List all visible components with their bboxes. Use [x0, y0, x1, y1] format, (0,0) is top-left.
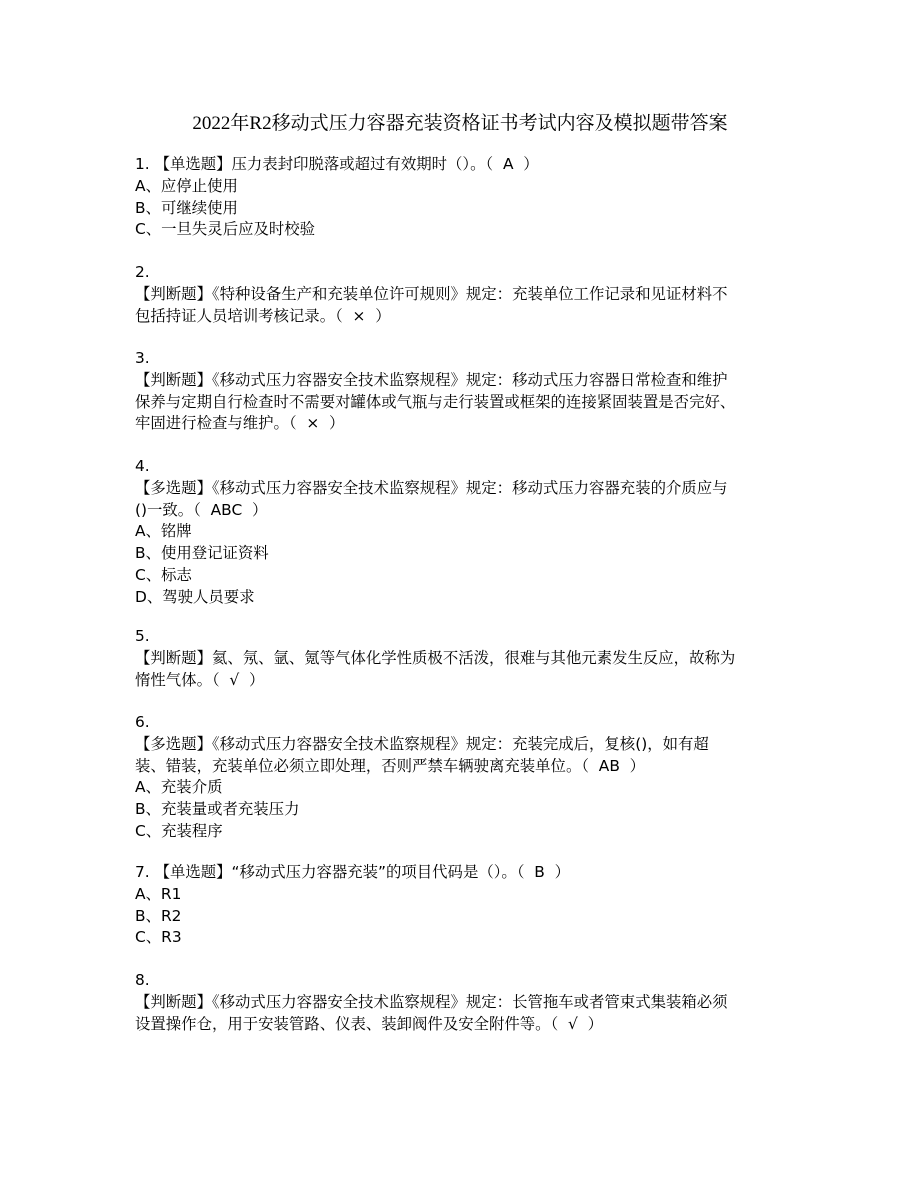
- option-c: C、标志: [135, 565, 192, 584]
- option-b: B、可继续使用: [135, 198, 238, 217]
- question-text: 【判断题】《移动式压力容器安全技术监察规程》规定：长管拖车或者管束式集装箱必须: [135, 992, 728, 1011]
- option-c: C、充装程序: [135, 821, 223, 840]
- option-d: D、驾驶人员要求: [135, 587, 255, 606]
- option-b: B、R2: [135, 906, 182, 925]
- question-number: 8.: [135, 971, 150, 989]
- document-title: 2022年R2移动式压力容器充装资格证书考试内容及模拟题带答案: [192, 113, 728, 134]
- option-b: B、充装量或者充装压力: [135, 800, 300, 819]
- question-1: [135, 154, 795, 241]
- question-text: 【多选题】《移动式压力容器安全技术监察规程》规定：充装完成后，复核()，如有超: [135, 734, 709, 753]
- question-3: [135, 348, 795, 435]
- question-text: 包括持证人员培训考核记录。（ × ）: [135, 306, 391, 325]
- question-text: 保养与定期自行检查时不需要对罐体或气瓶与走行装置或框架的连接紧固装置是否完好、: [135, 392, 736, 411]
- question-text: 设置操作仓，用于安装管路、仪表、装卸阀件及安全附件等。（ √ ）: [135, 1014, 604, 1033]
- question-number: 2.: [135, 263, 150, 281]
- question-text: 【判断题】氦、氖、氩、氪等气体化学性质极不活泼，很难与其他元素发生反应，故称为: [135, 648, 736, 667]
- question-4: [135, 456, 795, 609]
- question-5: [135, 626, 795, 691]
- question-6: [135, 712, 795, 843]
- question-7: [135, 862, 795, 949]
- question-text: ()一致。（ ABC ）: [135, 500, 268, 519]
- question-number: 3.: [135, 349, 150, 367]
- option-a: A、充装介质: [135, 778, 223, 797]
- question-text: 【判断题】《特种设备生产和充装单位许可规则》规定：充装单位工作记录和见证材料不: [135, 284, 728, 303]
- option-b: B、使用登记证资料: [135, 544, 269, 563]
- question-number: 4.: [135, 457, 150, 475]
- question-text: 【多选题】《移动式压力容器安全技术监察规程》规定：移动式压力容器充装的介质应与: [135, 478, 728, 497]
- question-text: 装、错装，充装单位必须立即处理，否则严禁车辆驶离充装单位。（ AB ）: [135, 756, 646, 775]
- question-text: 7. 【单选题】“移动式压力容器充装”的项目代码是（）。（ B ）: [135, 863, 571, 881]
- option-c: C、一旦失灵后应及时校验: [135, 220, 316, 239]
- question-8: [135, 970, 795, 1035]
- option-a: A、R1: [135, 884, 182, 903]
- question-text: 牢固进行检查与维护。（ × ）: [135, 414, 345, 433]
- question-text: 惰性气体。（ √ ）: [135, 670, 265, 689]
- option-c: C、R3: [135, 928, 182, 947]
- question-number: 5.: [135, 627, 150, 645]
- option-a: A、应停止使用: [135, 176, 238, 195]
- option-a: A、铭牌: [135, 522, 192, 541]
- question-text: 【判断题】《移动式压力容器安全技术监察规程》规定：移动式压力容器日常检查和维护: [135, 370, 728, 389]
- question-2: [135, 262, 795, 327]
- question-text: 1. 【单选题】压力表封印脱落或超过有效期时（）。（ A ）: [135, 155, 539, 173]
- question-number: 6.: [135, 713, 150, 731]
